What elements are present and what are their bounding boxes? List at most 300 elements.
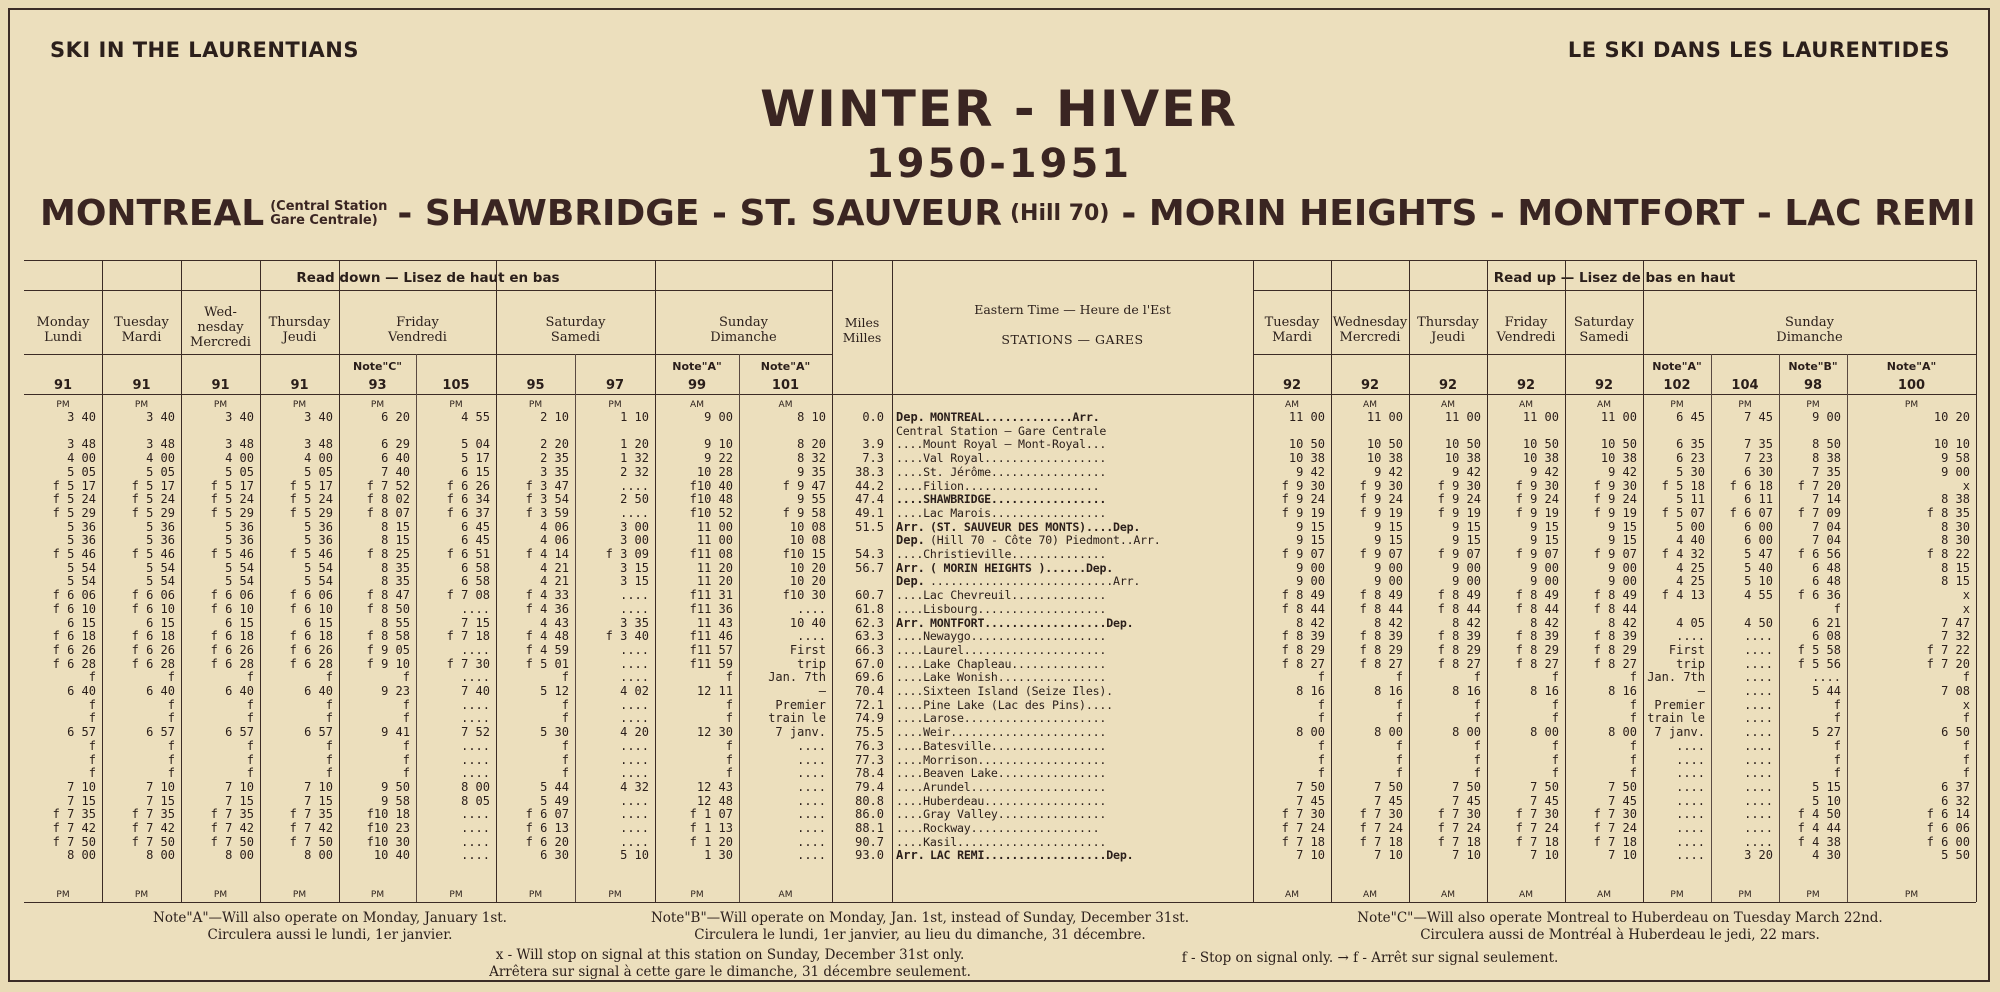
arr-dep-label: Arr. [896,560,925,575]
time-cell: 10 20 [1933,410,1970,424]
col-line [1976,260,1977,902]
time-cell: Jan. 7th [1647,670,1705,685]
time-cell: f 8 39 [1593,629,1637,644]
time-cell: f 8 35 [1926,505,1970,520]
time-cell: f 4 33 [525,588,569,603]
day-heading: Thursday Jeudi [1417,315,1479,345]
time-cell: f 7 30 [1281,807,1325,822]
time-cell: f 8 29 [1281,642,1325,657]
time-cell: 6 57 [225,725,254,740]
time-cell: f 6 06 [52,588,96,603]
time-cell: 7 45 [1530,793,1559,808]
col-line [496,260,497,902]
miles-cell: 66.3 [855,642,884,657]
arr-dep-label: Arr. [896,848,925,863]
time-cell: f [1833,766,1841,781]
time-cell: 6 32 [1941,793,1970,808]
time-cell: f 9 07 [1593,547,1637,561]
time-cell: .... [461,848,490,863]
time-cell: f 5 29 [131,505,175,520]
time-cell: 5 36 [225,519,254,534]
time-cell: f 7 22 [1926,642,1970,657]
time-cell: .... [620,656,649,671]
time-cell: f 6 26 [131,642,175,657]
station-name: ....SHAWBRIDGE................. [896,492,1107,507]
time-cell: 2 35 [540,451,569,466]
time-cell: .... [797,848,826,863]
col-line [1643,260,1644,902]
time-cell: f [1833,752,1841,767]
time-cell: f 8 29 [1359,642,1403,657]
time-cell: 6 57 [146,725,175,740]
time-cell: f 8 27 [1515,656,1559,671]
time-cell: f 6 37 [446,505,490,520]
time-cell: f 7 24 [1281,821,1325,835]
time-cell: 11 20 [696,574,733,589]
am-pm-bottom: AM [1441,890,1455,900]
time-cell: 7 45 [1374,793,1403,808]
time-cell: f 7 30 [1359,807,1403,822]
miles-cell: 0.0 [862,410,884,424]
train-number: 101 [771,378,800,393]
time-cell: f 9 19 [1437,505,1481,520]
time-cell: f 3 40 [605,629,649,644]
time-cell: 9 55 [797,492,826,507]
time-cell: 5 54 [225,560,254,575]
time-cell: .... [620,807,649,822]
time-cell: .... [1676,752,1705,767]
am-pm-bottom: PM [608,890,622,900]
time-cell: 5 10 [620,848,649,863]
time-cell: 6 48 [1812,560,1841,575]
time-cell: 7 14 [1812,492,1841,507]
time-cell: 8 16 [1296,684,1325,698]
time-cell: f [1551,670,1559,685]
time-cell: f 4 14 [525,547,569,561]
time-cell: 4 55 [461,410,490,424]
time-cell: 6 40 [381,451,410,466]
time-cell: 9 42 [1296,464,1325,479]
time-cell: f 9 24 [1281,492,1325,507]
time-cell: 4 06 [540,533,569,548]
time-cell: f 7 09 [1797,505,1841,520]
time-cell: f 9 30 [1437,478,1481,493]
time-cell: 6 15 [146,615,175,630]
time-cell: 6 45 [461,533,490,548]
time-cell: .... [797,766,826,781]
time-cell: f 5 17 [131,478,175,493]
time-cell: f [246,766,254,781]
time-cell: f 9 19 [1359,505,1403,520]
sub-col-line [1847,354,1848,902]
station-name: Central Station — Gare Centrale [896,423,1107,438]
time-cell: f [325,738,333,753]
am-pm-top: PM [56,400,70,410]
time-cell: 12 11 [696,684,733,698]
time-cell: 7 15 [146,793,175,808]
time-cell: f 7 50 [289,834,333,849]
am-pm-bottom: PM [1738,890,1752,900]
time-cell: f [246,752,254,767]
miles-cell: 93.0 [855,848,884,863]
sub-col-line [416,354,417,902]
am-pm-top: AM [1285,400,1299,410]
am-pm-top: PM [1670,400,1684,410]
time-cell: 4 32 [620,779,649,794]
time-cell: f 7 20 [1797,478,1841,493]
time-cell: f 7 35 [52,807,96,822]
time-cell: 4 43 [540,615,569,630]
miles-cell: 70.4 [855,684,884,698]
time-cell: 3 15 [620,574,649,589]
time-cell: 8 00 [225,848,254,863]
time-cell: f [402,697,410,712]
time-cell: 3 15 [620,560,649,575]
time-cell: .... [797,793,826,808]
time-cell: 9 00 [1608,574,1637,589]
time-cell: f 6 51 [446,547,490,561]
note-a-en: Note"A"—Will also operate on Monday, January 1st. [153,910,507,926]
time-cell: 5 54 [225,574,254,589]
miles-heading: Miles Milles [842,315,882,345]
station-name: ....Pine Lake (Lac des Pins).... [896,697,1113,712]
day-heading: Friday Vendredi [388,315,447,345]
time-cell: .... [797,834,826,849]
time-cell: 4 25 [1676,574,1705,589]
time-cell: .... [620,478,649,493]
time-cell: f [167,752,175,767]
time-cell: f [88,766,96,781]
time-cell: 5 00 [1676,519,1705,534]
time-cell: — [818,684,826,698]
am-pm-top: PM [292,400,307,410]
time-cell: 5 54 [67,574,96,589]
day-heading: Saturday Samedi [545,315,606,345]
stations-heading: STATIONS — GARES [1001,332,1144,347]
time-cell: 6 23 [1676,451,1705,466]
time-cell: f 6 00 [1926,834,1970,849]
miles-cell: 51.5 [855,519,884,534]
time-cell: 7 10 [1608,848,1637,863]
time-cell: f 6 14 [1926,807,1970,822]
time-cell: 1 30 [704,848,733,863]
time-cell: f [325,752,333,767]
time-cell: f [167,711,175,726]
am-pm-top: AM [1441,400,1455,410]
time-cell: f 6 07 [525,807,569,822]
time-cell: f 4 59 [525,642,569,657]
time-cell: .... [620,711,649,726]
miles-cell: 38.3 [855,464,884,479]
time-cell: f 7 24 [1359,821,1403,835]
time-cell: 5 54 [304,560,333,575]
time-cell: 9 15 [1296,533,1325,548]
miles-cell: 60.7 [855,588,884,603]
station-name: ....Sixteen Island (Seize Iles). [896,684,1113,698]
time-cell: .... [461,670,490,685]
time-cell: f [325,670,333,685]
day-heading: Wed- nesday Mercredi [190,305,251,350]
time-cell: 10 38 [1522,451,1559,466]
time-cell: f 7 18 [1515,834,1559,849]
time-cell: f [402,738,410,753]
time-cell: 9 42 [1452,464,1481,479]
page-title: WINTER - HIVER [760,80,1238,138]
time-cell: f 9 07 [1437,547,1481,561]
arr-dep-label: Dep. [896,574,925,589]
time-cell: 10 08 [789,533,826,548]
arr-dep-label: Arr. [896,519,925,534]
station-name: ....Lac Chevreuil.............. [896,588,1107,603]
time-cell: 7 15 [304,793,333,808]
time-cell: 10 50 [1366,437,1403,452]
time-cell: f [725,670,733,685]
train-note: Note"A" [672,360,722,373]
miles-cell: 7.3 [862,451,884,466]
time-cell: f [167,738,175,753]
time-cell: 8 00 [1452,725,1481,740]
time-cell: f 5 46 [131,547,175,561]
day-heading: Wednesday Mercredi [1332,315,1408,345]
time-cell: 3 48 [67,437,96,452]
time-cell: f 8 27 [1281,656,1325,671]
time-cell: f 7 35 [131,807,175,822]
time-cell: 6 37 [1941,779,1970,794]
time-cell: 11 00 [696,519,733,534]
time-cell: 5 04 [461,437,490,452]
miles-cell: 79.4 [855,779,884,794]
time-cell: Premier [775,697,826,712]
time-cell: 4 30 [1812,848,1841,863]
time-cell: .... [1676,848,1705,863]
time-cell: f [1317,738,1325,753]
time-cell: 1 20 [620,437,649,452]
col-line [102,260,103,902]
time-cell: f 8 39 [1281,629,1325,644]
time-cell: 5 05 [146,464,175,479]
time-cell: .... [1676,793,1705,808]
time-cell: 6 00 [1744,533,1773,548]
time-cell: 5 12 [540,684,569,698]
time-cell: f 7 42 [289,821,333,835]
time-cell: 10 28 [696,464,733,479]
rule-section [24,290,832,291]
time-cell: f 6 18 [1729,478,1773,493]
timetable [24,260,1976,902]
time-cell: f [1833,738,1841,753]
station-name: ....Morrison................... [896,752,1107,767]
time-cell: f 7 18 [1281,834,1325,849]
time-cell: f 8 29 [1515,642,1559,657]
time-cell: 9 42 [1374,464,1403,479]
time-cell: f 5 17 [52,478,96,493]
time-cell: f 5 17 [289,478,333,493]
station-name: MONTREAL.............Arr. [930,410,1100,424]
time-cell: .... [1744,629,1773,644]
read-down-heading: Read down — Lisez de haut en bas [296,270,560,286]
time-cell: .... [1744,793,1773,808]
time-cell: 7 08 [1941,684,1970,698]
time-cell: 9 00 [1452,560,1481,575]
time-cell: f 8 44 [1281,601,1325,616]
time-cell: f [1473,738,1481,753]
time-cell: f [725,711,733,726]
time-cell: 7 45 [1296,793,1325,808]
time-cell: .... [1812,670,1841,685]
time-cell: 6 40 [146,684,175,698]
am-pm-bottom: AM [1363,890,1377,900]
time-cell: 8 15 [381,519,410,534]
read-up-heading: Read up — Lisez de bas en haut [1493,270,1736,286]
note-x-fr: Arrêtera sur signal à cette gare le dimanche, 31 décembre seulement. [489,964,971,980]
train-note: Note"A" [760,360,811,373]
time-cell: f 1 13 [689,821,733,835]
time-cell: 9 15 [1374,519,1403,534]
station-name: ....Gray Valley................ [896,807,1107,822]
time-cell: 4 05 [1676,615,1705,630]
time-cell: 10 38 [1288,451,1325,466]
time-cell: 8 42 [1530,615,1559,630]
time-cell: 11 43 [696,615,733,630]
time-cell: f 6 18 [131,629,175,644]
time-cell: f 8 44 [1515,601,1559,616]
time-cell: 9 15 [1296,519,1325,534]
time-cell: f [1629,752,1637,767]
train-number: 91 [53,378,73,393]
train-note: Note"B" [1788,360,1838,373]
route-line [40,193,1985,234]
time-cell: 10 10 [1933,437,1970,452]
time-cell: 9 00 [1374,574,1403,589]
station-name: ....Newaygo.................... [896,629,1107,644]
day-heading: Sunday Dimanche [710,315,777,345]
time-cell: f 7 08 [446,588,490,603]
time-cell: x [1962,588,1970,603]
time-cell: .... [1676,738,1705,753]
time-cell: 5 36 [146,533,175,548]
time-cell: f 5 17 [210,478,254,493]
note-f: f - Stop on signal only. → f - Arrêt sur signal seulement. [1181,950,1559,966]
am-pm-top: PM [370,400,385,410]
rule-days-right [1253,354,1976,355]
rule-days [24,354,832,355]
time-cell: 9 15 [1608,533,1637,548]
time-cell: 7 47 [1941,615,1970,630]
col-line [1565,260,1566,902]
time-cell: 11 20 [696,560,733,575]
train-number: 93 [368,378,387,393]
time-cell: f 8 50 [366,601,410,616]
time-cell: f 8 47 [366,588,410,603]
time-cell: f 7 42 [52,821,96,835]
time-cell: 6 58 [461,574,490,589]
time-cell: f11 08 [689,547,733,561]
time-cell: f [1629,738,1637,753]
station-name: ( MORIN HEIGHTS )......Dep. [930,560,1114,575]
time-cell: f 9 24 [1359,492,1403,507]
time-cell: 9 42 [1608,464,1637,479]
time-cell: f 6 28 [131,656,175,671]
time-cell: 4 55 [1744,588,1773,603]
time-cell: .... [1744,697,1773,712]
time-cell: 6 40 [67,684,96,698]
train-number: 97 [605,378,625,393]
time-cell: 6 21 [1812,615,1841,630]
time-cell: 8 35 [381,560,410,575]
time-cell: f 7 18 [446,629,490,644]
note-c-en: Note"C"—Will also operate Montreal to Huberdeau on Tuesday March 22nd. [1357,910,1883,926]
time-cell: f [1962,766,1970,781]
time-cell: f10 40 [689,478,733,493]
time-cell: 9 00 [1452,574,1481,589]
time-cell: 7 45 [1744,410,1773,424]
station-name: (Hill 70 - Côte 70) Piedmont..Arr. [930,533,1161,548]
am-pm-top: PM [528,400,543,410]
day-heading: Thursday Jeudi [268,315,331,345]
time-cell: 10 38 [1600,451,1637,466]
am-pm-top: PM [449,400,463,410]
time-cell: f 8 02 [366,492,410,507]
time-cell: 6 15 [304,615,333,630]
time-cell: f 5 07 [1661,505,1705,520]
time-cell: f10 52 [689,505,733,520]
time-cell: 4 00 [146,451,175,466]
time-cell: f 9 07 [1515,547,1559,561]
time-cell: 8 05 [461,793,490,808]
miles-cell: 62.3 [855,615,884,630]
miles-cell: 86.0 [855,807,884,822]
time-cell: f10 15 [782,547,826,561]
time-cell: 6 08 [1812,629,1841,644]
time-cell: 9 10 [704,437,733,452]
time-cell: x [1962,601,1970,616]
time-cell: 2 20 [540,437,569,452]
time-cell: f 5 46 [52,547,96,561]
time-cell: f [1962,752,1970,767]
time-cell: 6 45 [1676,410,1705,424]
time-cell: 4 00 [304,451,333,466]
time-cell: f 9 47 [782,478,826,493]
time-cell: 12 48 [696,793,733,808]
time-heading: Eastern Time — Heure de l'Est [974,302,1171,317]
time-cell: 8 42 [1296,615,1325,630]
miles-cell: 78.4 [855,766,884,781]
time-cell: 9 00 [704,410,733,424]
miles-cell: 61.8 [855,601,884,616]
station-name: ....Huberdeau.................. [896,793,1107,808]
time-cell: f 6 28 [210,656,254,671]
time-cell: f 5 24 [210,492,254,507]
time-cell: 8 00 [1374,725,1403,740]
time-cell: f11 59 [689,656,733,671]
time-cell: 11 00 [1522,410,1559,424]
time-cell: 6 30 [540,848,569,863]
am-pm-bottom: PM [213,890,228,900]
time-cell: f [1317,752,1325,767]
train-number: 91 [132,378,151,393]
time-cell: f [1551,738,1559,753]
time-cell: f 6 07 [1729,505,1773,520]
time-cell: .... [797,629,826,644]
time-cell: f 6 10 [131,601,175,616]
time-cell: .... [461,642,490,657]
time-cell: f 8 27 [1593,656,1637,671]
station-name: ....Batesville................. [896,738,1107,753]
time-cell: 3 40 [146,410,175,424]
time-cell: f 6 10 [52,601,96,616]
time-cell: 9 00 [1530,574,1559,589]
time-cell: f10 48 [689,492,733,507]
